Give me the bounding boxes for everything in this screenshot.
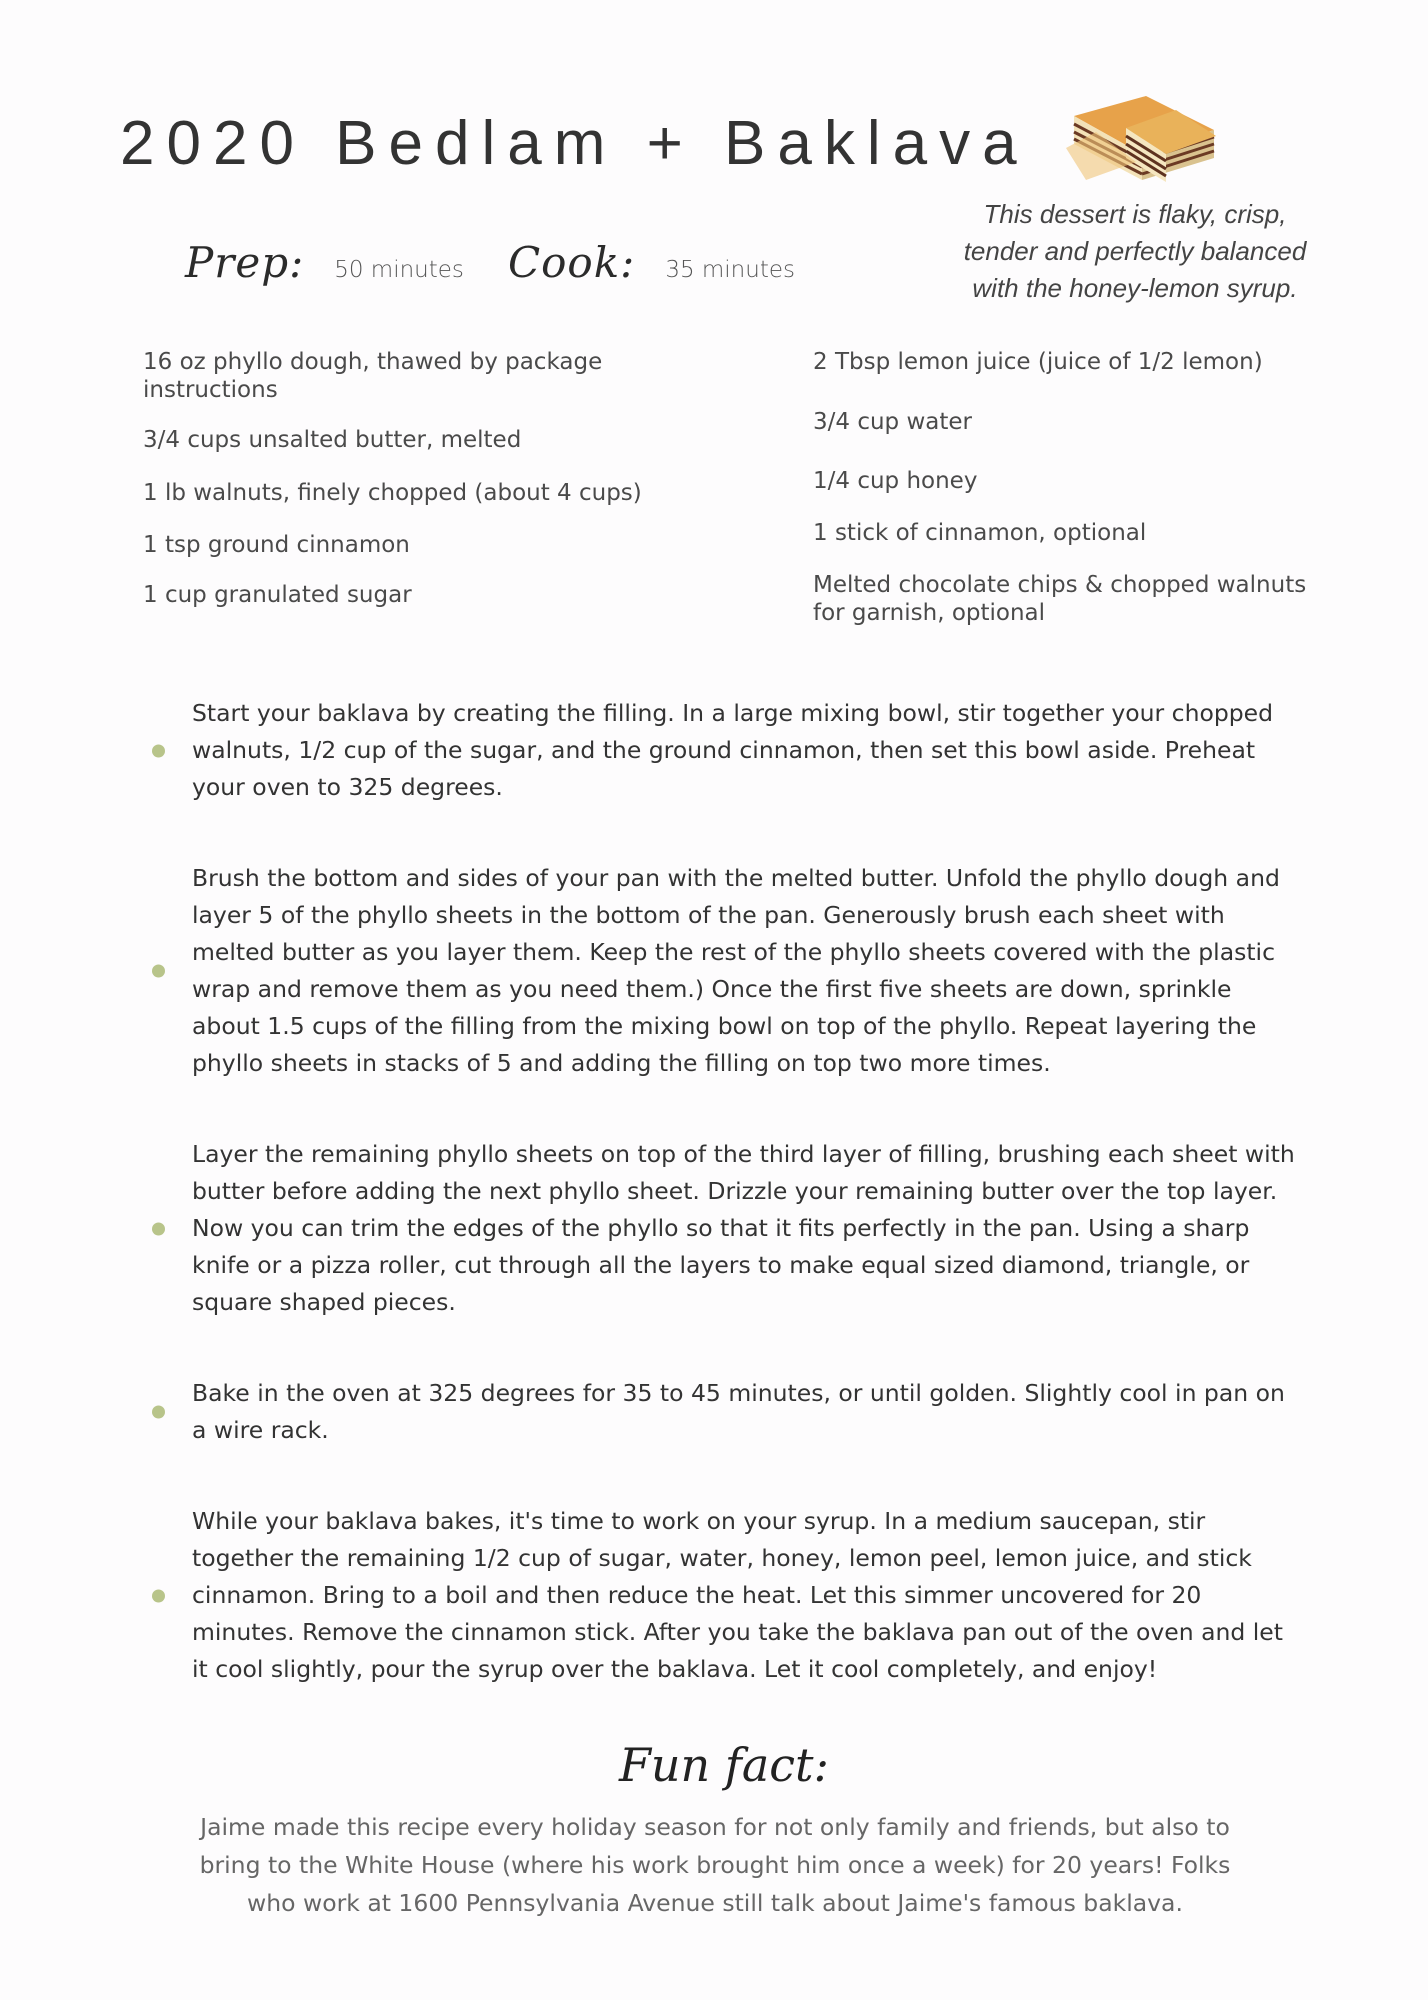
fun-fact-text: Jaime made this recipe every holiday season for not only family and friends, but also to bring to the White House (where his work brought him once a week) for 20 years! Folks who work at 1600 Pennsylvania Avenue still talk about Jaime's famous baklava. — [199, 1813, 1231, 1917]
step-text: Start your baklava by creating the filling. In a large mixing bowl, stir together your chopped walnuts, 1/2 cup of the sugar, and the ground cinnamon, then set this bowl aside. Preheat your oven to 325 degrees. — [192, 699, 1274, 801]
bullet-dot — [152, 1589, 165, 1602]
step-text: While your baklava bakes, it's time to work on your syrup. In a medium saucepan, stir together the remaining 1/2 cup of sugar, water, honey, lemon peel, lemon juice, and stick cinnamon. Bring to a boil and then reduce the heat. Let this simmer uncovered for 20 minutes. Remove the cinnamon stick. After you take the baklava pan out of the oven and let it cool slightly, pour the syrup over the baklava. Let it cool completely, and enjoy! — [192, 1507, 1283, 1683]
step-text: Layer the remaining phyllo sheets on top of the third layer of filling, brushing each sheet with butter before adding the next phyllo sheet. Drizzle your remaining butter over the top layer. Now you can trim the edges of the phyllo so that it fits perfectly in the pan. Using a sharp knife or a pizza roller, cut through all the layers to make equal sized diamond, triangle, or square shaped pieces. — [192, 1140, 1295, 1316]
prep-value: 50 minutes — [334, 257, 464, 283]
ingredient: Melted chocolate chips & chopped walnuts for garnish, optional — [813, 572, 1307, 626]
ingredient: 1 tsp ground cinnamon — [143, 532, 410, 558]
prep-time — [185, 238, 464, 287]
instruction-step — [146, 695, 1296, 806]
ingredients-left — [143, 348, 703, 633]
recipe-title: 2020 Bedlam + Baklava — [120, 109, 1029, 178]
prep-label: Prep: — [185, 238, 305, 287]
step-text: Bake in the oven at 325 degrees for 35 to 45 minutes, or until golden. Slightly cool in pan on a wire rack. — [192, 1379, 1285, 1444]
bullet-dot — [152, 744, 165, 757]
ingredient: 3/4 cups unsalted butter, melted — [143, 427, 522, 453]
ingredient: 3/4 cup water — [813, 409, 972, 435]
instructions-list — [146, 695, 1296, 1742]
ingredient: 1 stick of cinnamon, optional — [813, 520, 1147, 546]
ingredient: 2 Tbsp lemon juice (juice of 1/2 lemon) — [813, 349, 1263, 375]
instruction-step — [146, 1503, 1296, 1688]
step-text: Brush the bottom and sides of your pan with the melted butter. Unfold the phyllo dough and layer 5 of the phyllo sheets in the bottom of the pan. Generously brush each sheet with melted butter as you layer them. Keep the rest of the phyllo sheets covered with the plastic wrap and remove them as you need them.) Once the first five sheets are down, sprinkle about 1.5 cups of the filling from the mixing bowl on top of the phyllo. Repeat layering the phyllo sheets in stacks of 5 and adding the filling on top two more times. — [192, 864, 1280, 1077]
bullet-dot — [152, 965, 165, 978]
cook-label: Cook: — [508, 238, 636, 287]
bullet-dot — [152, 1222, 165, 1235]
recipe-tagline: This dessert is flaky, crisp, tender and perfectly balanced with the honey-lemon syrup. — [963, 199, 1307, 303]
instruction-step — [146, 1375, 1296, 1449]
fun-fact-heading: Fun fact: — [619, 1738, 829, 1792]
instruction-step — [146, 860, 1296, 1082]
ingredient: 16 oz phyllo dough, thawed by package instructions — [143, 349, 603, 403]
cook-time — [508, 238, 795, 287]
ingredient: 1/4 cup honey — [813, 468, 978, 494]
instruction-step — [146, 1136, 1296, 1321]
ingredients-right — [813, 348, 1313, 651]
ingredient: 1 lb walnuts, finely chopped (about 4 cups) — [143, 480, 642, 506]
ingredient: 1 cup granulated sugar — [143, 582, 412, 608]
bullet-dot — [152, 1406, 165, 1419]
baklava-illustration — [1066, 88, 1218, 186]
cook-value: 35 minutes — [665, 257, 795, 283]
